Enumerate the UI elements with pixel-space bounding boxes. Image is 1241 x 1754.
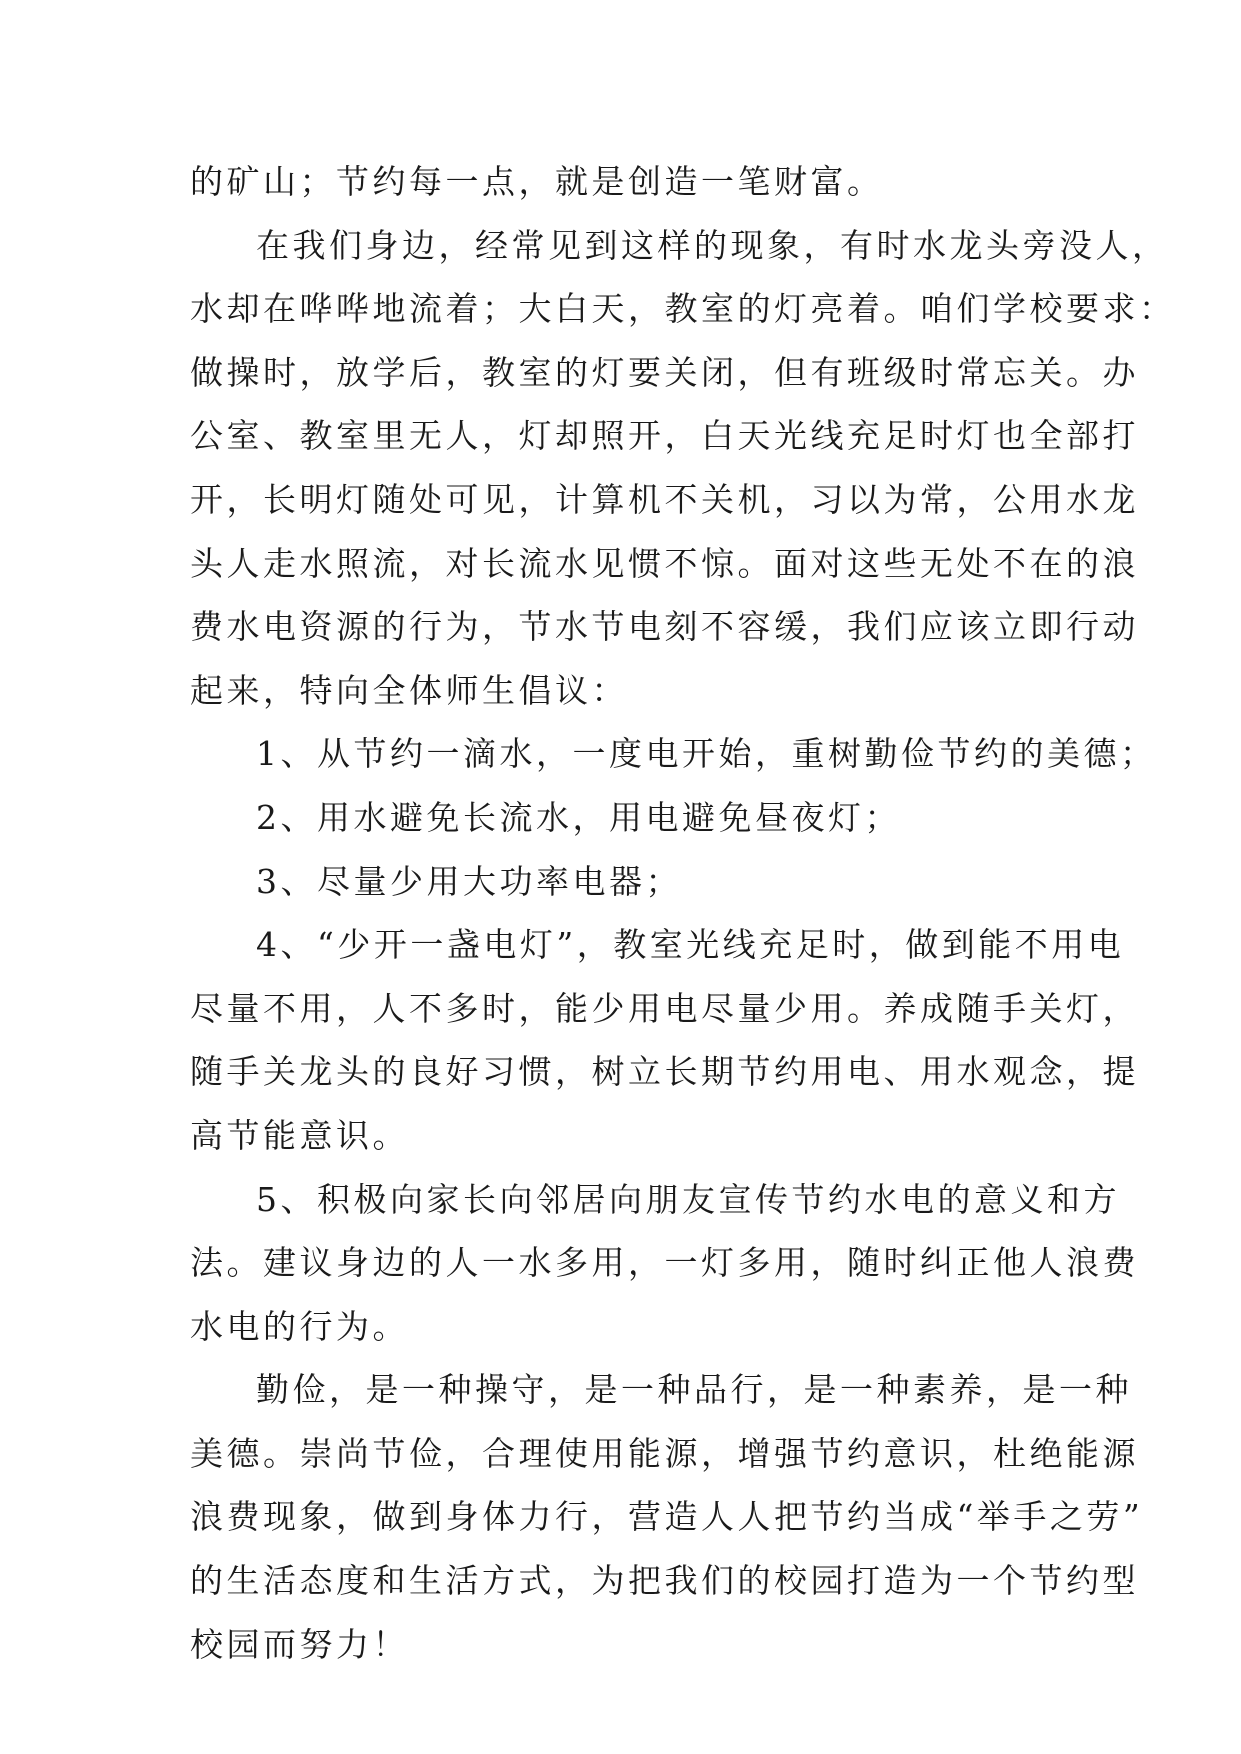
text-line: 美德。崇尚节俭，合理使用能源，增强节约意识，杜绝能源 <box>190 1433 1139 1473</box>
text-line: 法。建议身边的人一水多用，一灯多用，随时纠正他人浪费 <box>190 1243 1139 1283</box>
paragraph-start-line: 在我们身边，经常见到这样的现象，有时水龙头旁没人， <box>256 225 1169 265</box>
text-line: 起来，特向全体师生倡议： <box>190 670 628 710</box>
text-line: 水却在哗哗地流着；大白天，教室的灯亮着。咱们学校要求： <box>190 289 1176 329</box>
text-line: 费水电资源的行为，节水节电刻不容缓，我们应该立即行动 <box>190 607 1139 647</box>
list-item-1: 1、从节约一滴水，一度电开始，重树勤俭节约的美德； <box>256 734 1157 774</box>
text-line: 尽量不用，人不多时，能少用电尽量少用。养成随手关灯， <box>190 988 1139 1028</box>
text-line: 做操时，放学后，教室的灯要关闭，但有班级时常忘关。办 <box>190 352 1139 392</box>
text-line: 水电的行为。 <box>190 1306 409 1346</box>
text-line: 开，长明灯随处可见，计算机不关机，习以为常，公用水龙 <box>190 479 1139 519</box>
text-line: 的矿山；节约每一点，就是创造一笔财富。 <box>190 162 884 201</box>
paragraph-start-line: 勤俭，是一种操守，是一种品行，是一种素养，是一种 <box>256 1370 1132 1410</box>
list-item-4: 4、“少开一盏电灯”，教室光线充足时，做到能不用电 <box>256 925 1125 965</box>
text-line: 校园而努力！ <box>190 1624 409 1664</box>
text-line: 公室、教室里无人，灯却照开，白天光线充足时灯也全部打 <box>190 416 1139 456</box>
document-body <box>190 150 1176 1676</box>
list-item-2: 2、用水避免长流水，用电避免昼夜灯； <box>256 797 901 837</box>
list-item-5: 5、积极向家长向邻居向朋友宣传节约水电的意义和方 <box>256 1179 1120 1219</box>
list-item-3: 3、尽量少用大功率电器； <box>256 861 682 901</box>
text-line: 的生活态度和生活方式，为把我们的校园打造为一个节约型 <box>190 1561 1139 1601</box>
text-line: 浪费现象，做到身体力行，营造人人把节约当成“举手之劳” <box>190 1497 1144 1537</box>
text-line: 随手关龙头的良好习惯，树立长期节约用电、用水观念，提 <box>190 1052 1139 1092</box>
text-line: 高节能意识。 <box>190 1115 409 1155</box>
text-line: 头人走水照流，对长流水见惯不惊。面对这些无处不在的浪 <box>190 543 1139 583</box>
